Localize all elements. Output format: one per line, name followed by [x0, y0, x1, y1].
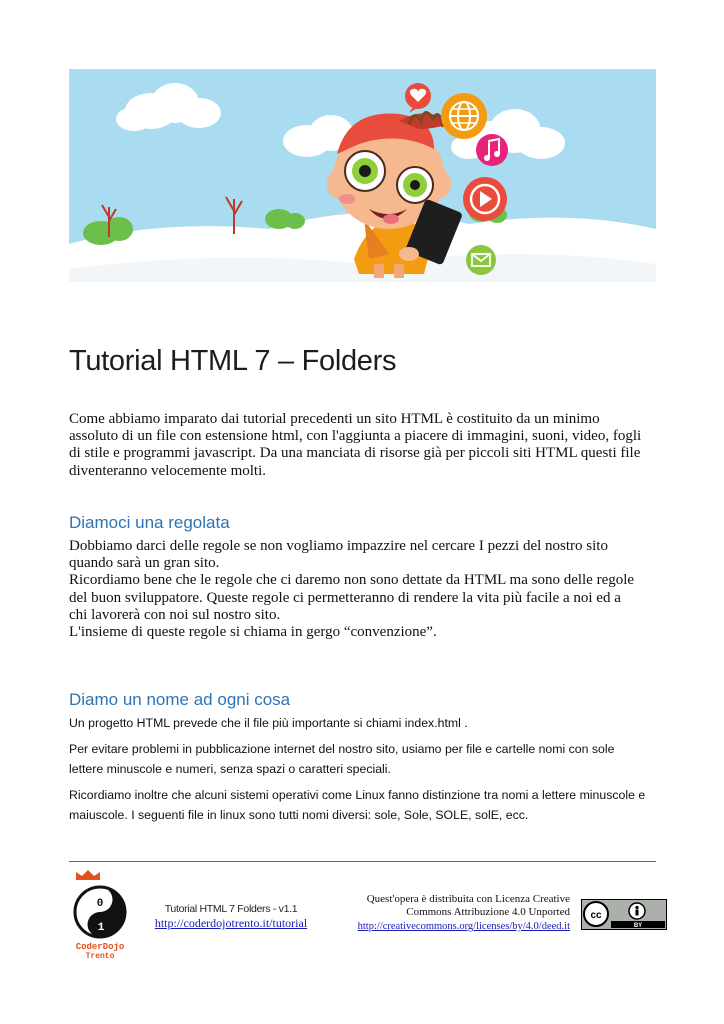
crown-icon [76, 870, 100, 880]
logo-text-coderdojo: CoderDojo [75, 942, 125, 952]
music-note-icon [476, 134, 508, 166]
footer-version-block [140, 903, 322, 931]
section-nome-paragraph-3 [69, 785, 659, 825]
license-block [340, 893, 570, 933]
logo-digit-top: 0 [96, 898, 104, 910]
section-nome-paragraph-1: Un progetto HTML prevede che il file più importante si chiami index.html . [69, 716, 468, 730]
version-label: Tutorial HTML 7 Folders - v1.1 [164, 903, 298, 915]
body-line: Ricordiamo bene che le regole che ci daremo non sono dettate da HTML ma sono delle regole [69, 572, 635, 589]
cc-by-badge[interactable] [581, 899, 667, 935]
tutorial-link[interactable]: http://coderdojotrento.it/tutorial [154, 916, 308, 930]
svg-text:cc: cc [590, 910, 602, 921]
header-illustration [69, 69, 656, 282]
section-heading-nome: Diamo un nome ad ogni cosa [69, 690, 291, 709]
body-line: quando sarà un gran sito. [69, 555, 220, 572]
intro-paragraph [69, 411, 659, 480]
license-text-line: Quest'opera è distribuita con Licenza Creative [366, 893, 570, 905]
license-text-line: Commons Attribuzione 4.0 Unported [406, 906, 570, 918]
section-nome-paragraph-2 [69, 739, 659, 779]
play-icon [463, 177, 507, 221]
section-heading-regolata: Diamoci una regolata [69, 513, 230, 532]
body-line: Per evitare problemi in pubblicazione internet del nostro sito, usiamo per file e cartelle nomi con sole [69, 742, 615, 756]
body-line: L'insieme di queste regole si chiama in gergo “convenzione”. [69, 624, 437, 641]
intro-line: Come abbiamo imparato dai tutorial precedenti un sito HTML è costituito da un minimo [69, 411, 600, 427]
mail-icon [466, 245, 496, 275]
intro-line: assoluto di un file con estensione html, con l'aggiunta a piacere di immagini, suoni, video, fogli [69, 428, 642, 445]
body-line: maiuscole. I seguenti file in linux sono tutti nomi diversi: sole, Sole, SOLE, solE, ecc. [69, 808, 529, 822]
kid-with-tablet-illustration [69, 69, 656, 282]
coderdojo-logo [70, 870, 132, 965]
page-title: Tutorial HTML 7 – Folders [69, 345, 397, 377]
intro-line: diventeranno velocemente molti. [69, 462, 267, 479]
footer-divider [69, 861, 656, 862]
section-regolata-body [69, 538, 659, 641]
logo-text-trento: Trento [85, 952, 115, 960]
body-line: Ricordiamo inoltre che alcuni sistemi operativi come Linux fanno distinzione tra nomi a lettere minuscole e [69, 788, 646, 802]
intro-line: di stile e programmi javascript. Da una manciata di risorse già per piccoli siti HTML questi file [69, 445, 641, 462]
license-link[interactable]: http://creativecommons.org/licenses/by/4.0/deed.it [357, 921, 570, 932]
logo-digit-bottom: 1 [97, 922, 105, 934]
cc-by-label: BY [633, 923, 643, 929]
body-line: lettere minuscole e numeri, senza spazi o caratteri speciali. [69, 762, 391, 776]
body-line: del buon sviluppatore. Queste regole ci permetteranno di rendere la vita più facile a noi ed a [69, 589, 621, 606]
globe-icon [441, 93, 487, 139]
body-line: Dobbiamo darci delle regole se non vogliamo impazzire nel cercare I pezzi del nostro sito [69, 538, 608, 554]
body-line: chi lavorerà con noi sul nostro sito. [69, 606, 281, 623]
